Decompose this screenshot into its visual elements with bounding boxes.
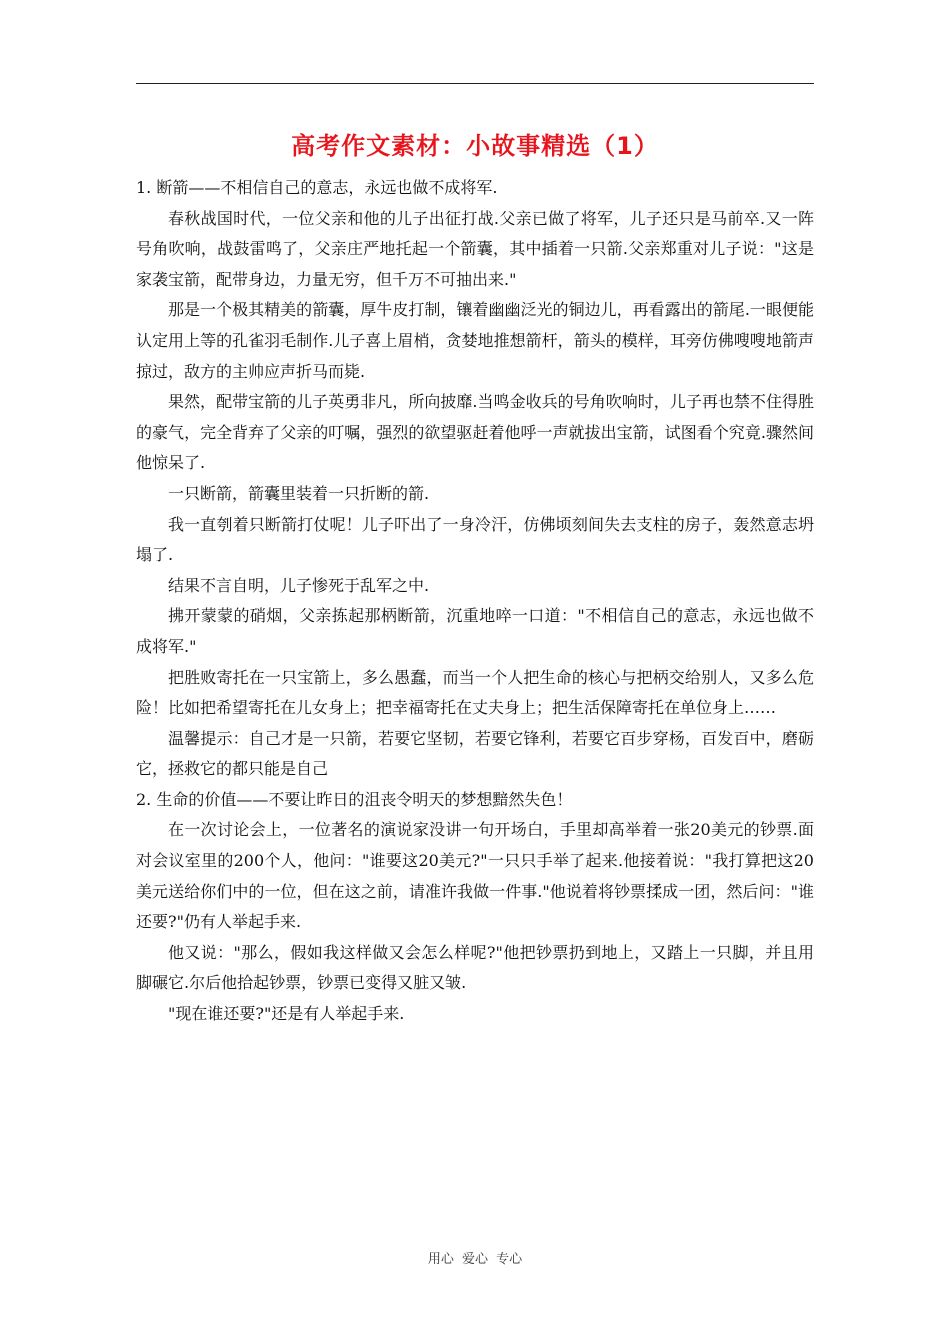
document-title: 高考作文素材：小故事精选（1） [291, 132, 659, 160]
page-footer: 用心 爱心 专心 [427, 1252, 523, 1267]
section-heading-2: 2. 生命的价值——不要让昨日的沮丧令明天的梦想黯然失色！ [136, 789, 573, 809]
paragraph: 他又说："那么，假如我这样做又会怎么样呢?"他把钞票扔到地上，又踏上一只脚，并且用脚碾它.尔后他拾起钞票，钞票已变得又脏又皱. [136, 942, 814, 993]
document-body [136, 173, 814, 1030]
paragraph: 春秋战国时代，一位父亲和他的儿子出征打战.父亲已做了将军，儿子还只是马前卒.又一阵号角吹响，战鼓雷鸣了，父亲庄严地托起一个箭囊，其中插着一只箭.父亲郑重对儿子说："这是家袭宝箭，配带身边，力量无穷，但千万不可抽出来." [136, 208, 814, 289]
paragraph: 结果不言自明，儿子惨死于乱军之中. [168, 575, 430, 595]
paragraph: 果然，配带宝箭的儿子英勇非凡，所向披靡.当鸣金收兵的号角吹响时，儿子再也禁不住得胜的豪气，完全背弃了父亲的叮嘱，强烈的欲望驱赶着他呼一声就拔出宝箭，试图看个究竟.骤然间他惊呆了. [136, 392, 814, 473]
paragraph: 把胜败寄托在一只宝箭上，多么愚蠢，而当一个人把生命的核心与把柄交给别人，又多么危险！比如把希望寄托在儿女身上；把幸福寄托在丈夫身上；把生活保障寄托在单位身上…… [136, 667, 814, 718]
section-heading-1: 1. 断箭——不相信自己的意志，永远也做不成将军. [136, 178, 498, 197]
paragraph: 一只断箭，箭囊里装着一只折断的箭. [168, 483, 430, 503]
tip-paragraph: 温馨提示：自己才是一只箭，若要它坚韧，若要它锋利，若要它百步穿杨，百发百中，磨砺它，拯救它的都只能是自己 [136, 728, 814, 779]
paragraph: "现在谁还要?"还是有人举起手来. [168, 1004, 405, 1024]
paragraph: 我一直刳着只断箭打仗呢！儿子吓出了一身冷汗，仿佛顷刻间失去支柱的房子，轰然意志坍塌了. [136, 514, 814, 565]
header-divider [136, 83, 814, 84]
paragraph: 拂开蒙蒙的硝烟，父亲拣起那柄断箭，沉重地啐一口道："不相信自己的意志，永远也做不成将军." [136, 606, 814, 656]
paragraph: 那是一个极其精美的箭囊，厚牛皮打制，镶着幽幽泛光的铜边儿，再看露出的箭尾.一眼便能认定用上等的孔雀羽毛制作.儿子喜上眉梢，贪婪地推想箭杆，箭头的模样，耳旁仿佛嗖嗖地箭声掠过，敌方的主帅应声折马而毙. [136, 300, 814, 381]
paragraph: 在一次讨论会上，一位著名的演说家没讲一句开场白，手里却高举着一张20美元的钞票.面对会议室里的200个人，他问："谁要这20美元?"一只只手举了起来.他接着说："我打算把这20美元送给你们中的一位，但在这之前，请准许我做一件事."他说着将钞票揉成一团，然后问："谁还要?"仍有人举起手来. [136, 820, 814, 932]
